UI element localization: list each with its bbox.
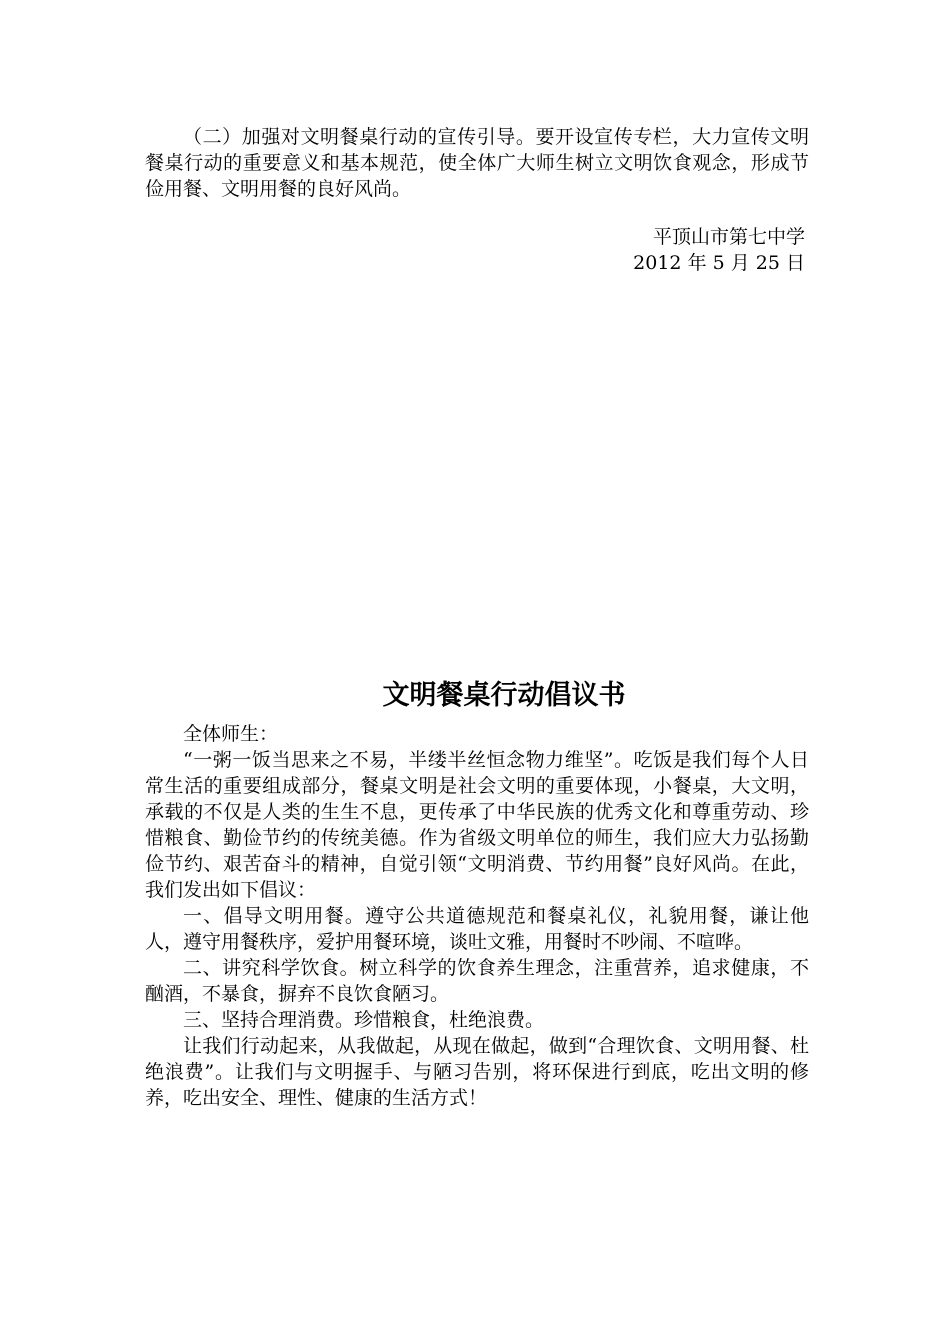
proposal-title: 文明餐桌行动倡议书 bbox=[382, 680, 626, 711]
proposal-item-2: 二、讲究科学饮食。树立科学的饮食养生理念，注重营养，追求健康，不酗酒，不暴食，摒弃不良饮食陋习。 bbox=[145, 957, 809, 1005]
intro-paragraph: “一粥一饭当思来之不易，半缕半丝恒念物力维坚”。吃饭是我们每个人日常生活的重要组成部分，餐桌文明是社会文明的重要体现，小餐桌，大文明，承载的不仅是人类的生生不息，更传承了中华民族的优秀文化和尊重劳动、珍惜粮食、勤俭节约的传统美德。作为省级文明单位的师生，我们应大力弘扬勤俭节约、艰苦奋斗的精神，自觉引领“文明消费、节约用餐”良好风尚。在此，我们发出如下倡议： bbox=[145, 749, 809, 901]
section-two-text bbox=[145, 124, 809, 202]
publicity-paragraph: （二）加强对文明餐桌行动的宣传引导。要开设宣传专栏，大力宣传文明餐桌行动的重要意义和基本规范，使全体广大师生树立文明饮食观念，形成节俭用餐、文明用餐的良好风尚。 bbox=[145, 126, 809, 200]
closing-paragraph: 让我们行动起来，从我做起，从现在做起，做到“合理饮食、文明用餐、杜绝浪费”。让我们与文明握手、与陋习告别，将环保进行到底，吃出文明的修养，吃出安全、理性、健康的生活方式！ bbox=[145, 1035, 809, 1109]
signature-organization: 平顶山市第七中学 bbox=[652, 226, 805, 248]
signature-date: 2012 年 5 月 25 日 bbox=[633, 252, 805, 274]
signature-block bbox=[633, 224, 805, 276]
proposal-item-3: 三、坚持合理消费。珍惜粮食，杜绝浪费。 bbox=[183, 1009, 545, 1031]
salutation: 全体师生： bbox=[183, 723, 279, 745]
proposal-body bbox=[145, 721, 809, 1111]
proposal-item-1: 一、倡导文明用餐。遵守公共道德规范和餐桌礼仪，礼貌用餐，谦让他人，遵守用餐秩序，爱护用餐环境，谈吐文雅，用餐时不吵闹、不喧哗。 bbox=[145, 905, 809, 953]
